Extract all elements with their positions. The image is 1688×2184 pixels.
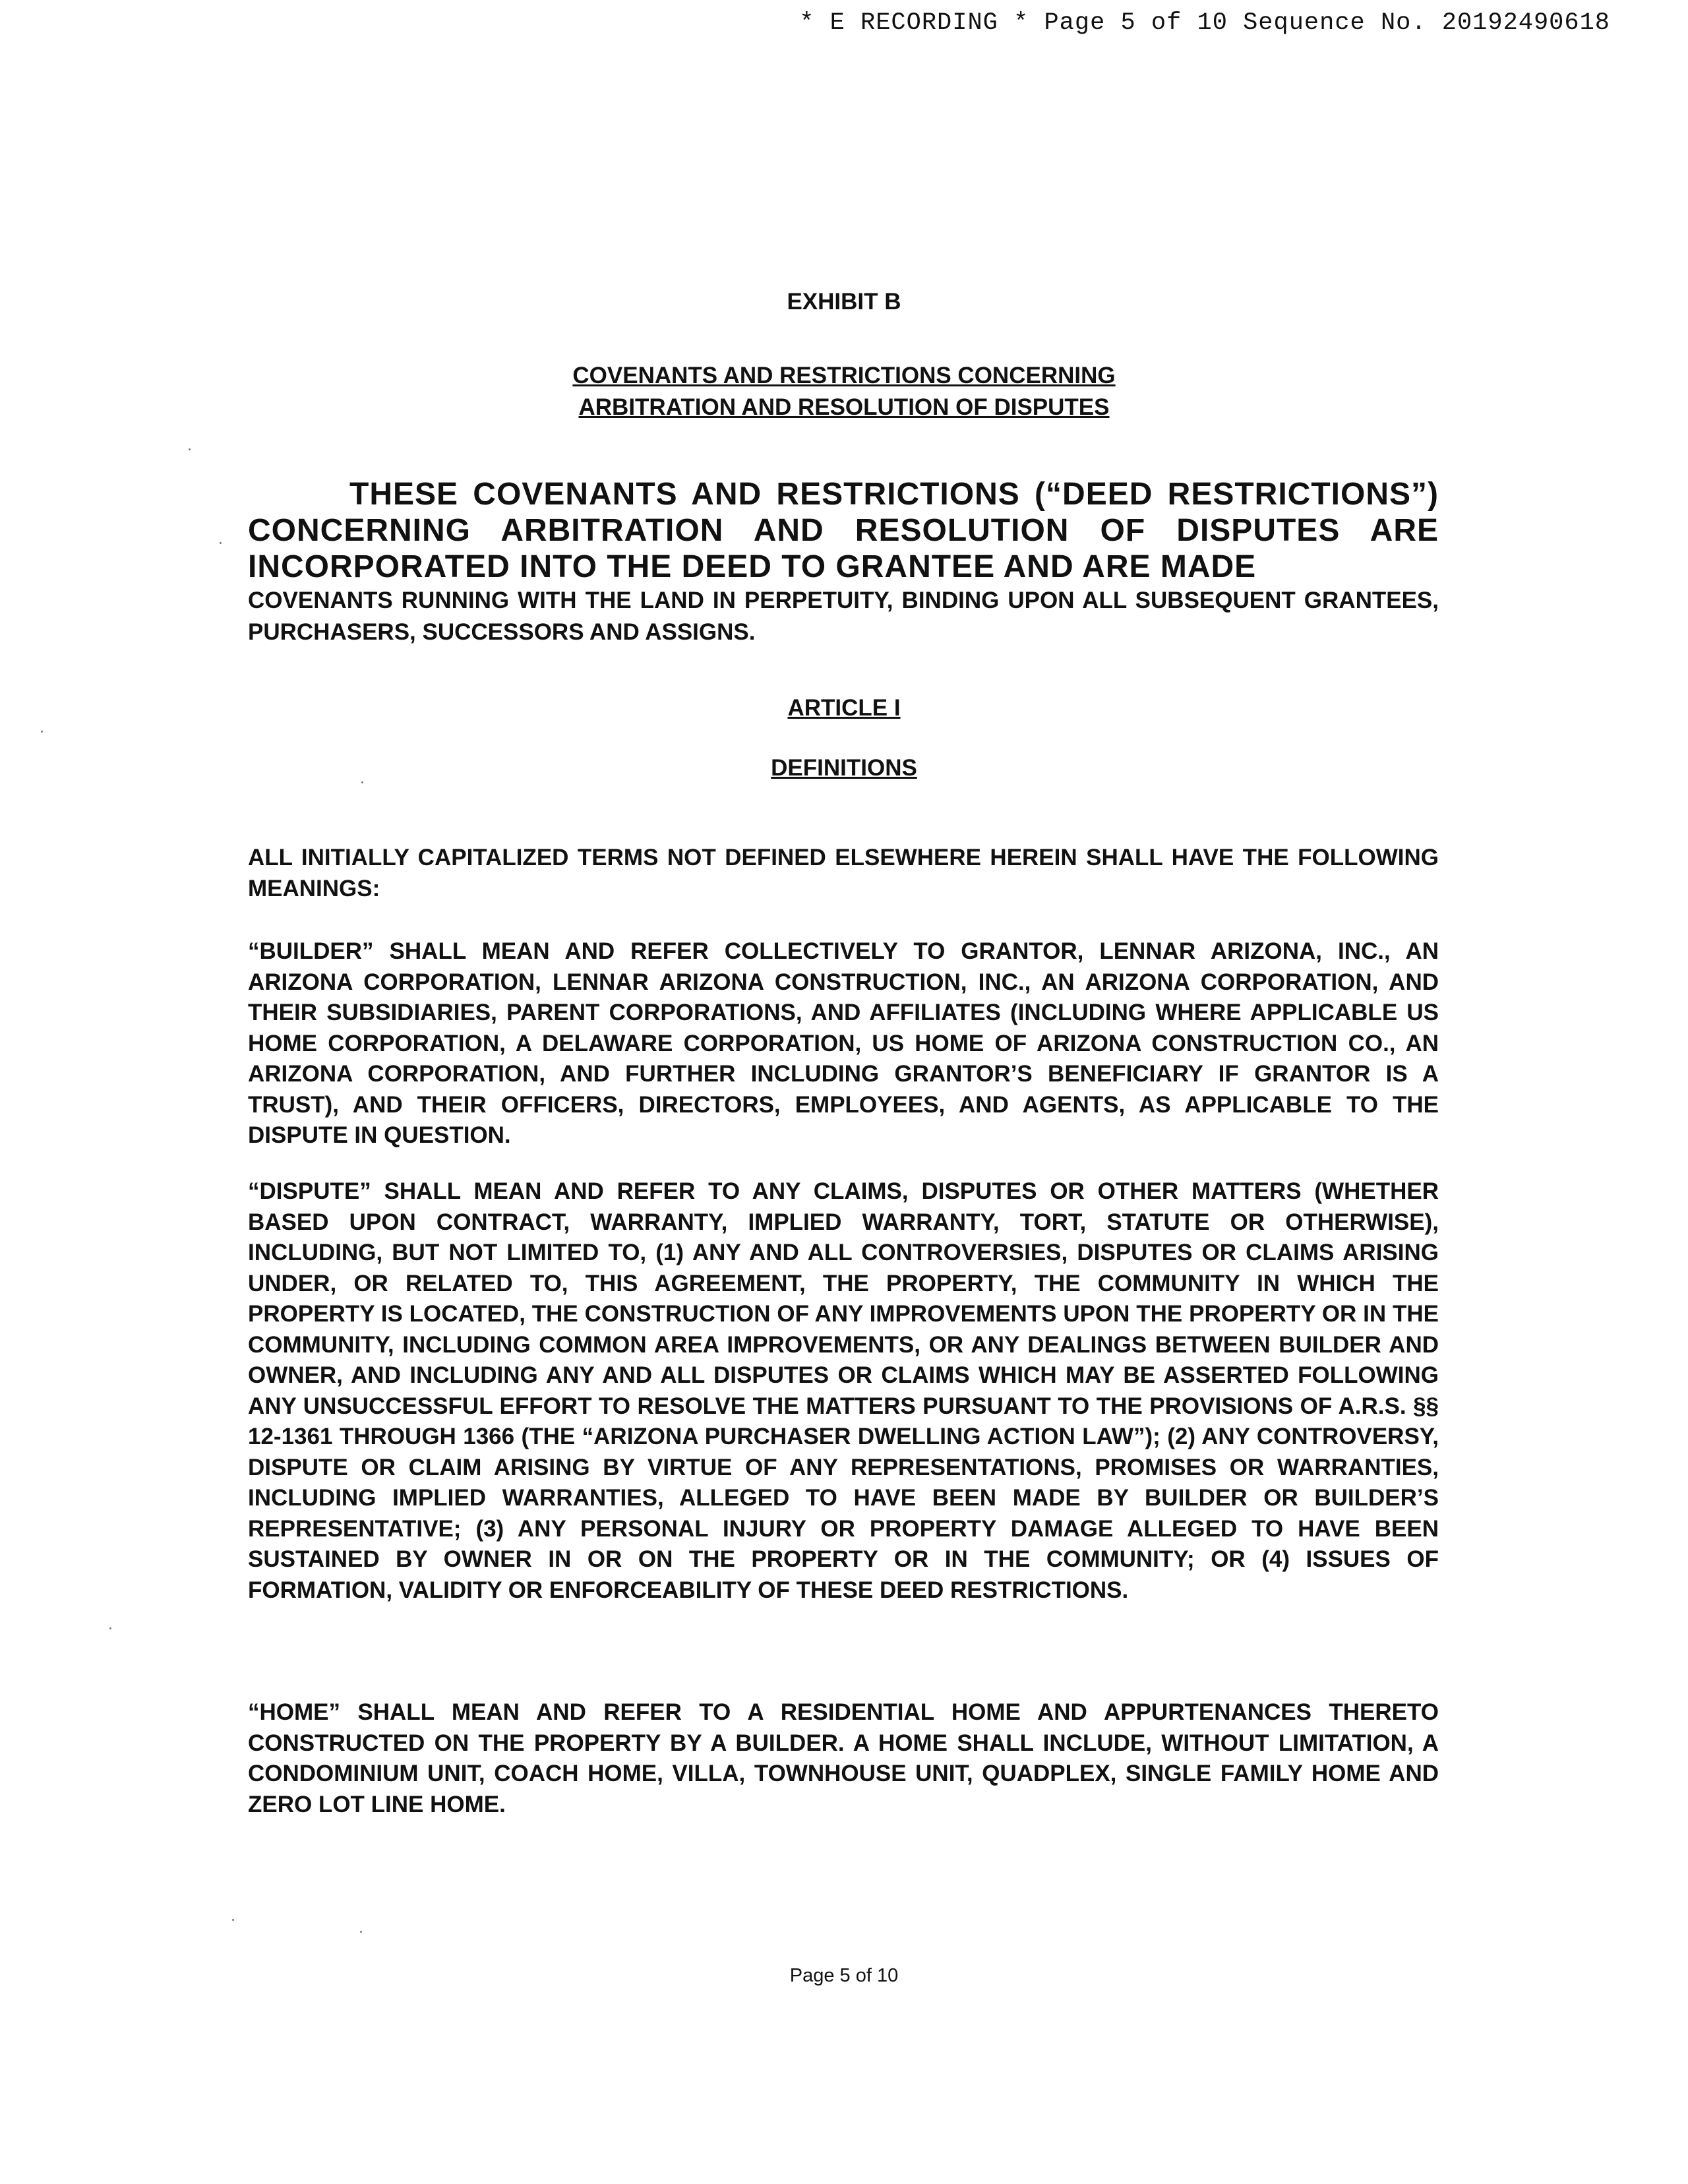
scan-speck (41, 731, 43, 733)
builder-definition: “BUILDER” SHALL MEAN AND REFER COLLECTIVELY TO GRANTOR, LENNAR ARIZONA, INC., AN ARIZONA CORPORATION, LENNAR ARIZONA CONSTRUCTION, INC., AN ARIZONA CORPORATION, AND THEIR SUBSIDIARIES, PARENT CORPORATIONS, AND AFFILIATES (INCLUDING WHERE APPLICABLE US HOME CORPORATION, A DELAWARE CORPORATION, US HOME OF ARIZONA CONSTRUCTION CO., AN ARIZONA CORPORATION, AND FURTHER INCLUDING GRANTOR’S BENEFICIARY IF GRANTOR IS A TRUST), AND THEIR OFFICERS, DIRECTORS, EMPLOYEES, AND AGENTS, AS APPLICABLE TO THE DISPUTE IN QUESTION. (248, 938, 1439, 1148)
intro-paragraph: ALL INITIALLY CAPITALIZED TERMS NOT DEFINED ELSEWHERE HEREIN SHALL HAVE THE FOLLOWING MEANINGS: (248, 845, 1439, 901)
scan-speck (220, 542, 222, 544)
article-heading: ARTICLE I (787, 695, 901, 721)
scan-speck (109, 1627, 111, 1629)
scan-speck (189, 448, 191, 450)
recording-header: * E RECORDING * Page 5 of 10 Sequence No. 20192490618 (799, 9, 1610, 37)
preamble-small: COVENANTS RUNNING WITH THE LAND IN PERPETUITY, BINDING UPON ALL SUBSEQUENT GRANTEES, PURCHASERS, SUCCESSORS AND ASSIGNS. (248, 588, 1439, 645)
document-subtitle (0, 360, 1688, 423)
exhibit-title: EXHIBIT B (787, 289, 901, 315)
page-footer: Page 5 of 10 (789, 1965, 899, 1986)
scan-speck (360, 1931, 362, 1933)
scan-speck (361, 781, 363, 783)
preamble-large: THESE COVENANTS AND RESTRICTIONS (“DEED RESTRICTIONS”) CONCERNING ARBITRATION AND RESOLUTION OF DISPUTES ARE INCORPORATED INTO THE DEED TO GRANTEE AND ARE MADE (248, 477, 1439, 584)
home-definition: “HOME” SHALL MEAN AND REFER TO A RESIDENTIAL HOME AND APPURTENANCES THERETO CONSTRUCTED ON THE PROPERTY BY A BUILDER. A HOME SHALL INCLUDE, WITHOUT LIMITATION, A CONDOMINIUM UNIT, COACH HOME, VILLA, TOWNHOUSE UNIT, QUADPLEX, SINGLE FAMILY HOME AND ZERO LOT LINE HOME. (248, 1699, 1439, 1817)
scan-speck (232, 1919, 234, 1921)
subtitle-line-1: COVENANTS AND RESTRICTIONS CONCERNING (572, 363, 1116, 388)
dispute-definition: “DISPUTE” SHALL MEAN AND REFER TO ANY CLAIMS, DISPUTES OR OTHER MATTERS (WHETHER BASED UPON CONTRACT, WARRANTY, IMPLIED WARRANTY, TORT, STATUTE OR OTHERWISE), INCLUDING, BUT NOT LIMITED TO, (1) ANY AND ALL CONTROVERSIES, DISPUTES OR CLAIMS ARISING UNDER, OR RELATED TO, THIS AGREEMENT, THE PROPERTY, THE COMMUNITY IN WHICH THE PROPERTY IS LOCATED, THE CONSTRUCTION OF ANY IMPROVEMENTS UPON THE PROPERTY OR IN THE COMMUNITY, INCLUDING COMMON AREA IMPROVEMENTS, OR ANY DEALINGS BETWEEN BUILDER AND OWNER, AND INCLUDING ANY AND ALL DISPUTES OR CLAIMS WHICH MAY BE ASSERTED FOLLOWING ANY UNSUCCESSFUL EFFORT TO RESOLVE THE MATTERS PURSUANT TO THE PROVISIONS OF A.R.S. §§ 12-1361 THROUGH 1366 (THE “ARIZONA PURCHASER DWELLING ACTION LAW”); (2) ANY CONTROVERSY, DISPUTE OR CLAIM ARISING BY VIRTUE OF ANY REPRESENTATIONS, PROMISES OR WARRANTIES, INCLUDING IMPLIED WARRANTIES, ALLEGED TO HAVE BEEN MADE BY BUILDER OR BUILDER’S REPRESENTATIVE; (3) ANY PERSONAL INJURY OR PROPERTY DAMAGE ALLEGED TO HAVE BEEN SUSTAINED BY OWNER IN OR ON THE PROPERTY OR IN THE COMMUNITY; OR (4) ISSUES OF FORMATION, VALIDITY OR ENFORCEABILITY OF THESE DEED RESTRICTIONS. (248, 1178, 1439, 1603)
subtitle-line-2: ARBITRATION AND RESOLUTION OF DISPUTES (578, 394, 1110, 420)
definitions-heading: DEFINITIONS (771, 755, 917, 781)
